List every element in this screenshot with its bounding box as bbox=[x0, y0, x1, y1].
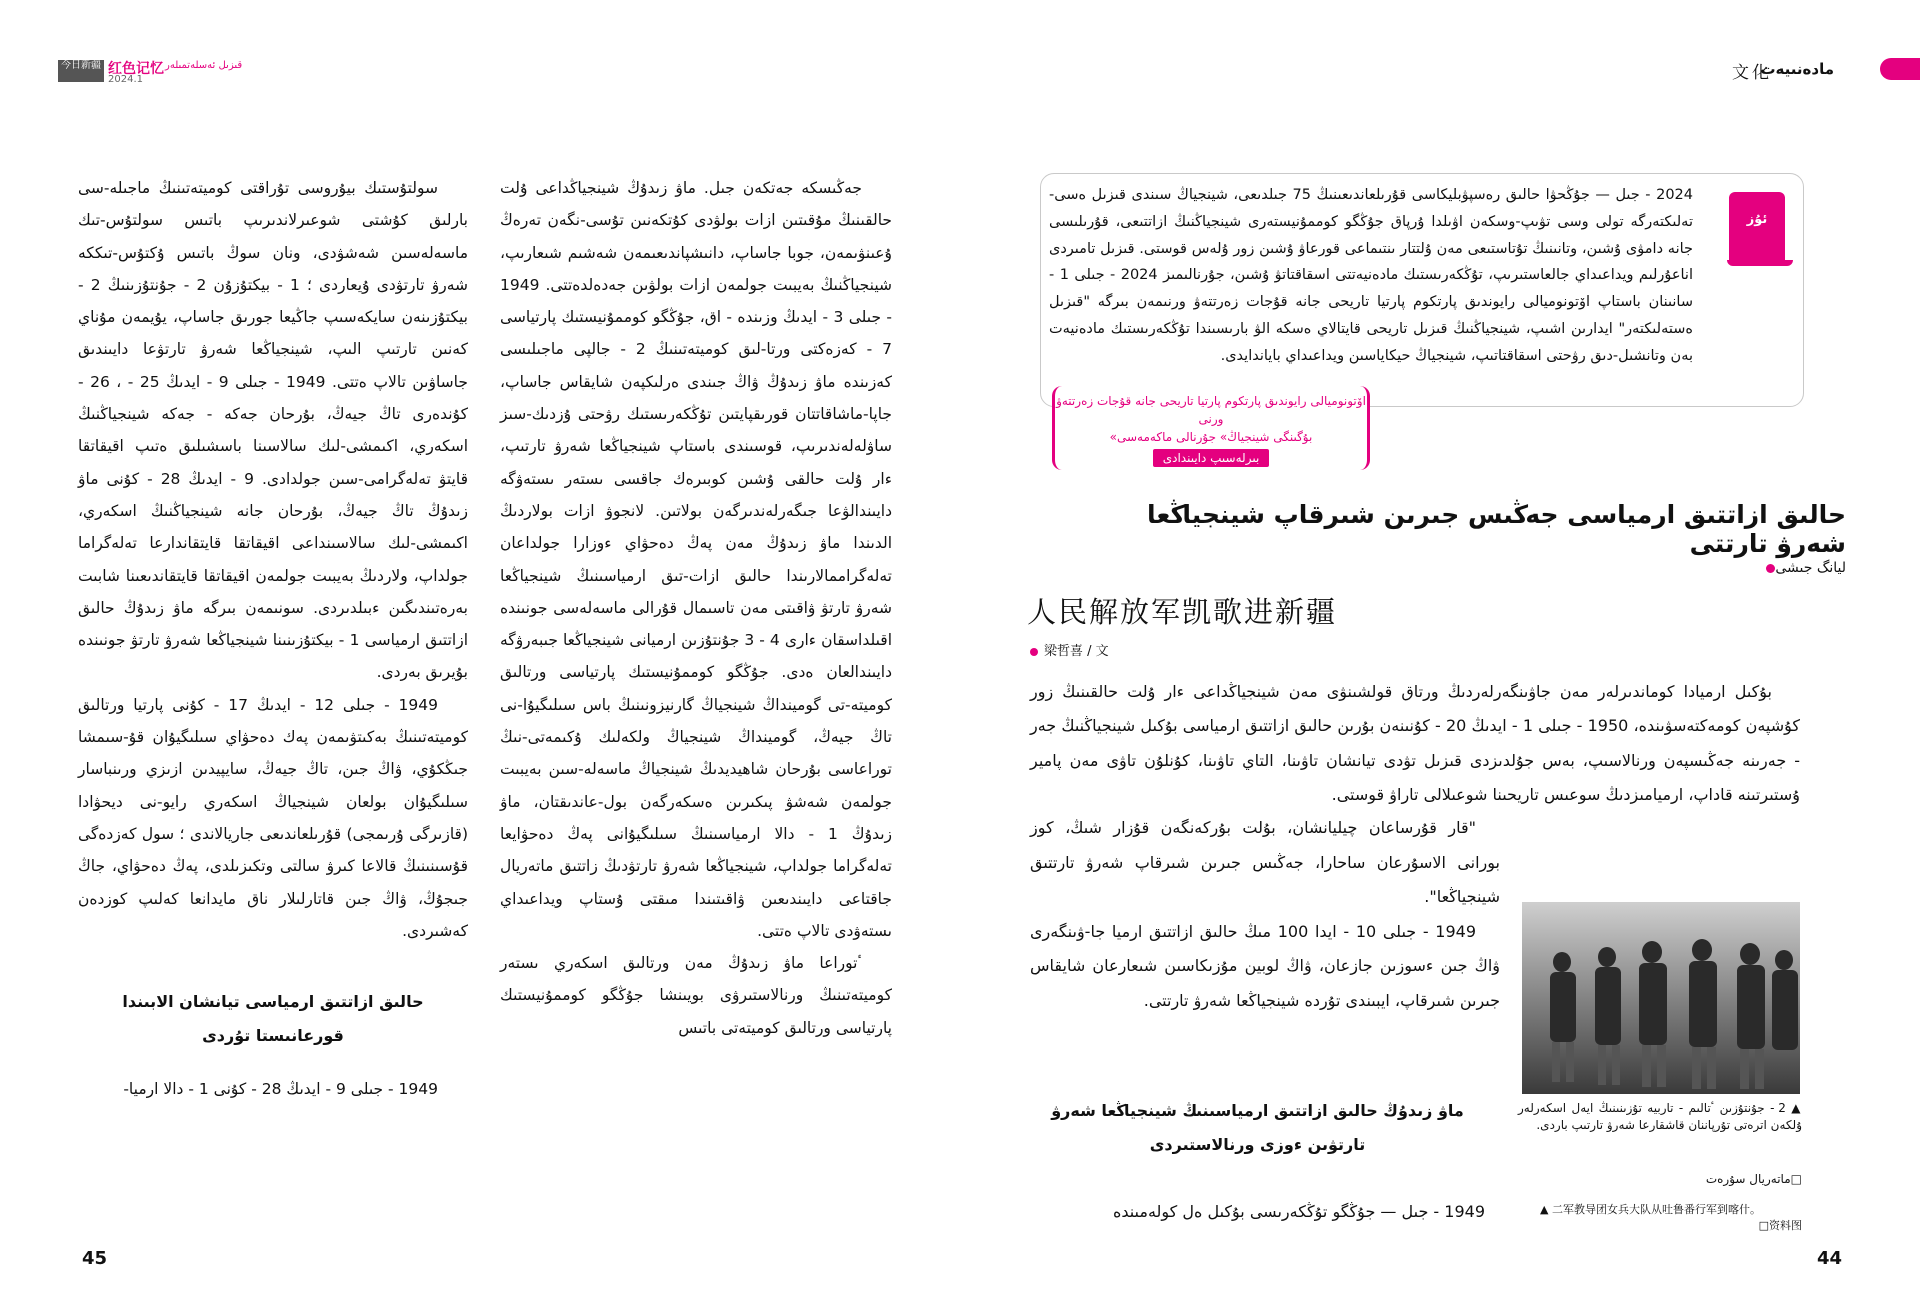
column-title-ug: قىزىل ئەسلەتمىلەر bbox=[165, 60, 243, 71]
article-intro-paragraph: بۇكىل ارميادا كوماندىرلەر مەن جاۋىنگەرلەردىڭ ورتاق قولشىنۋى مەن شينجياڭداعى ءار ۇلت حالقىنىڭ زور كۇشپەن كومەكتەسۋىندە، 1950 - جىلى 1 - ايدىڭ 20 - كۇنىنەن بۇرىن حالىق ازاتتىق ارمياسى بۇكىل شينجياڭنىڭ جەر - جەرىنە جەڭىسپەن ورنالاسىپ، بەس جۇلدىزدى قىزىل تۋدى تيانشان تاۋىنا، التاي تاۋىنا، كۇنلۇن تاۋى مەن پامير ۇستىرتىنە قاداپ، ارميامىزدىڭ سوعىس تاريحىنا شوعىلالى تاراۋ قوستى. bbox=[1030, 682, 1801, 804]
column-b-paragraph-1: جەڭىسكە جەتكەن جىل. ماۋ زىدۇڭ شينجياڭداعى ۇلت حالقىنىڭ مۇقىتىن ازات بولۋدى كۇتكەنىن تۇسى-نگەن تەرەڭ ۇعىنۋىمەن، جوبا جاساپ، دانىشپاندىعىمەن شەشىم شىعارىپ، شينجياڭنىڭ بەيبىت جولمەن ازات بولۋىن جەدەلدەتتى. 1949 - جىلى 3 - ايدىڭ وزىندە - اق، جۇڭگو كوممۇنيستىك پارتياسى 7 - كەزەكتى ورتا-لىق كوميتەتىنىڭ 2 - جالپى ماجىلىسى كەزىندە ماۋ زىدۇڭ ۋاڭ جىندى ەرلىكپەن شايقاس جاساپ، جاپا-ماشاقاتتان قورىقپايتىن تۇڭكەرىستىك رۋحتى ۇزدىك-سىز ساۋلەلەندىرىپ، قوسىندى باستاپ شينجياڭعا شەرۋ تارتىپ، ءار ۇلت حالقى ۇشىن كوبىرەك جاقسى ىستەر ىستەۋگە دايىندالۋعا جىگەرلەندىرگەن بولاتىن. لانجوۋ ازات بولاردىڭ الدىندا ماۋ زىدۇڭ مەن پەڭ دەحۋاي ءوزارا جولداعان تەلەگراممالارىندا حالىق ازات-تىق ارمياسىنىڭ شينجياڭعا شەرۋ تارتۋ ۋاقىتى مەن تاسىمال قۇرالى ماسەلەسى جونىندە اقىلداسقان ءارى 4 - 3 جۇنتۇزىن ارميانى شينجياڭعا جىبەرۋگە دايىندالعان ەدى. جۇڭگو كوممۇنيستىك پارتياسى ورتالىق كوميتە-تى گومينداڭ شينجياڭ گارنيزونىنىڭ باس سىلىگيۇا-نى تاڭ جيەڭ، گومينداڭ شينجياڭ ولكەلىك ۇكىمەتى-نىڭ توراعاسى بۇرحان شاهيديدىڭ شينجياڭ ماسەلە-سىن بەيبىت جولمەن شەشۋ پىكىرىن ەسكەرگەن بول-عاندىقتان، ماۋ زىدۇڭ 1 - دالا ارمياسىنىڭ سىلىگيۇانى پەڭ دەحۋايعا تەلەگراما جولداپ، شينجياڭعا شەرۋ تارتۋدىڭ زاتتىق ماتەريال جاقتاعى دايىندىعىن ۋاقىتىندا مىقتى ۇستاپ ويداعىداي ىستەۋدى تالاپ ەتتى. bbox=[500, 179, 893, 940]
intro-box bbox=[1040, 173, 1804, 407]
page-number-left: 45 bbox=[82, 1248, 108, 1269]
column-a bbox=[78, 172, 468, 1099]
column-a-paragraph-1: سولتۇستىك بيۇروسى تۇراقتى كوميتەتىنىڭ ماجىلە-سى بارلىق كۇشتى شوعىرلاندىرىپ باتىس سولتۇس-تىك ماسەلەسىن شەشۋدى، ونان سوڭ باتىس ۇكتۇس-تىككە شەرۋ تارتۋدى ۇيعاردى ؛ 1 - بيكتۇزۇن 2 - جۇنتۇزىنىڭ 2 - بيكتۇزىنەن سايكەسىپ جاڭيعا جورىق جاساپ، يۇيمەن مۇناي كەنىن تارتىپ الىپ، شينجياڭعا شەرۋ تارتۋعا دايىندىق جاساۋىن تالاپ ەتتى. 1949 - جىلى 9 - ايدىڭ 25 - ، 26 - كۇندەرى تاڭ جيەڭ، بۇرحان جەكە - جەكە شينجياڭنىڭ اسكەري، اكىمشى-لىك سالاسىنا باسشىلىق ەتىپ اقيقاتقا قايتۋ تەلەگرامى-سىن جولدادى. 9 - ايدىڭ 28 - كۇنى ماۋ زىدۇڭ تاڭ جيەڭ، بۇرحان جانە شينجياڭنىڭ اسكەري، اكىمشى-لىك سالاسىنداعى اقيقاتقا قايتقاندارعا تەلەگراما جولداپ، ولاردىڭ بەيبىت جولمەن اقيقاتقا قايتقاندىعىنا شابىت بەرەتىندىگىن ءبىلدىردى. سونىمەن بىرگە ماۋ زىدۇڭ حالىق ازاتتىق ارمياسى 1 - بيكتۇزىنىنا شينجياڭعا شەرۋ تارتۋ جونىندە بۇيرىق بەردى. bbox=[78, 179, 468, 682]
producer-line-2: «بۇگىنگى شينجياڭ» جۇرنالى ماكەمەسى bbox=[1109, 430, 1313, 444]
producer-line-1: اۆتونوميالى رايوندىق پارتكوم پارتيا تاريحى جانە قۇجات زەرتتەۋ ورنى bbox=[1056, 394, 1366, 426]
byline-ug-author: ليانگ جىشى bbox=[1775, 560, 1846, 576]
photo-caption-ug: ▲ 2 - جۇنتۇزىن ٴتالىم - تاربيە تۇزىنىنىڭ ايەل اسكەرلەر ۇلكەن اترەتى تۇرپاننان قاشقارعا شەرۋ تارتىپ باردى. bbox=[1518, 1101, 1802, 1132]
page-number-right: 44 bbox=[1816, 1248, 1842, 1269]
photo-caption-cn-text: ▲ 二军教导团女兵大队从吐鲁番行军到喀什。 bbox=[1540, 1203, 1761, 1216]
producer-stamp bbox=[1052, 386, 1370, 470]
article-subheading: ماۋ زىدۇڭ حالىق ازاتتىق ارمياسىنىڭ شينجياڭعا شەرۋ تارتۋىن ءوزى ورنالاستىردى bbox=[1051, 1101, 1464, 1154]
article-title-ug: حالىق ازاتتىق ارمياسى جەڭىس جىرىن شىرقاپ شينجياڭعا شەرۋ تارتتى bbox=[1146, 500, 1846, 558]
column-a-paragraph-2: 1949 - جىلى 12 - ايدىڭ 17 - كۇنى پارتيا ورتالىق كوميتەتىنىڭ بەكىتۋىمەن پەك دەحۋاي سىلىگيۇان قۇ-سىمشا جىڭكۇي، ۋاڭ جىن، تاڭ جيەڭ، سايپيدىن ازىزي ورىنباسار سىلىگيۇان بولعان شينجياڭ اسكەري رايو-نى ديحۋادا (قازىرگى ۇرىمجى) قۇرىلعاندىعى جاريالاندى ؛ سول كەزدەگى قۇسىنىنىڭ قالاعا كىرۋ سالتى وتكىزىلدى، پەڭ دەحۋاي، جاڭ جىجۇڭ، ۋاڭ جىن قاتارلىلار ناق مايدانعا كەلىپ كوزدەن كەشىردى. bbox=[78, 695, 468, 940]
article-paragraph-2: 1949 - جىلى 10 - ايدا 100 مىڭ حالىق ازاتتىق ارميا جا-ۋىنگەرى ۋاڭ جىن ءسوزىن جازعان، ۋاڭ لوبين مۇزىكاسىن شىعارعان شايقاس جىرىن شىرقاپ، ايبىندى تۇردە شينجياڭعا شەرۋ تارتتى. bbox=[1030, 921, 1500, 1010]
article-last-line: 1949 - جىل — جۇڭگو تۇڭكەرىسى بۇكىل ەل كولەمىندە bbox=[1112, 1202, 1485, 1221]
section-bar-decoration bbox=[1880, 58, 1920, 80]
column-title-cn: 红色记忆 bbox=[108, 61, 164, 77]
producer-author-badge: بىرلەسىپ دايىندادى bbox=[1153, 449, 1270, 467]
issue-number: 2024.1 bbox=[108, 74, 143, 85]
byline-cn-author: 梁哲喜 / 文 bbox=[1044, 644, 1109, 659]
photo-source-cn: □资料图 bbox=[1758, 1219, 1802, 1232]
byline-dot-icon bbox=[1030, 648, 1038, 656]
column-b bbox=[500, 172, 892, 1232]
article-quote: "قار قۇرساعان چيليانشان، بۇلت بۇركەنگەن قۇزار شىڭ، كوز بورانى الاسۇرعان ساحارا، جەڭىس جىرىن شىرقاپ شەرۋ تارتتىق شينجياڭعا". bbox=[1030, 818, 1500, 906]
photo-source-ug: ماتەريال سۇرەت□ bbox=[1705, 1172, 1802, 1186]
column-a-paragraph-3: 1949 - جىلى 9 - ايدىڭ 28 - كۇنى 1 - دالا ارميا- bbox=[123, 1080, 438, 1099]
byline-dot-icon bbox=[1766, 564, 1775, 573]
photo-caption-cn bbox=[1540, 1202, 1802, 1234]
soldiers-marching-image bbox=[1522, 902, 1800, 1094]
intro-tab bbox=[1729, 192, 1785, 283]
intro-text bbox=[1049, 182, 1693, 370]
column-a-subheading: حالىق ازاتتىق ارمياسى تيانشان الابىندا قورعانىستا تۇردى bbox=[122, 992, 424, 1046]
section-title-cn: 文化 bbox=[1732, 63, 1772, 83]
article-intro bbox=[1030, 675, 1800, 812]
article-title-cn: 人民解放军凯歌进新疆 bbox=[1027, 595, 1338, 629]
byline-ug bbox=[1760, 560, 1846, 576]
intro-paragraph: 2024 - جىل — جۇڭحۋا حالىق رەسپۋبليكاسى قۇرىلعاندىعىنىڭ 75 جىلدىعى، شينجياڭ سىندى قىزىل ەسى-تەلىكتەرگە تولى وسى تۋىپ-وسكەن اۋىلدا ۇرپاق جۇڭگو كوممۇنيستەرى شينجياڭنىڭ ازاتتىعى، قۇرىلىسى جانە دامۋى ۇشىن، وتانىنىڭ تۇتاستىعى مەن ۇلتتار ىنتىماعى قورعاۋ ۇشىن زور ۇلەس قوستى. قىزىل تامىردى اناعۇرلىم ويداعىداي جالعاستىرىپ، تۇڭكەرىستىك مادەنيەتتى اسقاقتاتۋ ۇشىن، جۇرنالىمىز 2024 - جىلى 1 - سانىنان باستاپ اۆتونوميالى رايوندىق پارتكوم پارتيا تاريحى جانە قۇجات زەرتتەۋ ورنىمەن بىرگە "قىزىل ەستەلىكتەر" ايدارىن اشىپ، شينجياڭنىڭ قىزىل تاريحى قايتالاي ەسكە الۋ بارىسىندا تۇڭكەرىستىك مادەنيەت بەن وتانشىل-دىق رۋحتى اسقاقتاتىپ، شينجياڭ حيكاياسىن ويداعىداي باياندايدى. bbox=[1049, 187, 1693, 364]
intro-tab-label: ئۇز باسى bbox=[1739, 212, 1775, 283]
historical-photo bbox=[1522, 902, 1800, 1094]
intro-tab-base-decoration bbox=[1727, 260, 1793, 266]
section-title-ug: مادەنىيەت bbox=[1760, 60, 1834, 78]
column-b-paragraph-2: ٴتوراعا ماۋ زىدۇڭ مەن ورتالىق اسكەري ىستەر كوميتەتىنىڭ ورنالاستىرۋى بويىنشا جۇڭگو كوممۇنيستىك پارتياسى ورتالىق كوميتەتى باتىس bbox=[500, 954, 892, 1037]
byline-cn bbox=[1030, 640, 1109, 659]
article-quote-block bbox=[1030, 811, 1500, 1018]
magazine-logo: 今日新疆 bbox=[58, 60, 104, 82]
